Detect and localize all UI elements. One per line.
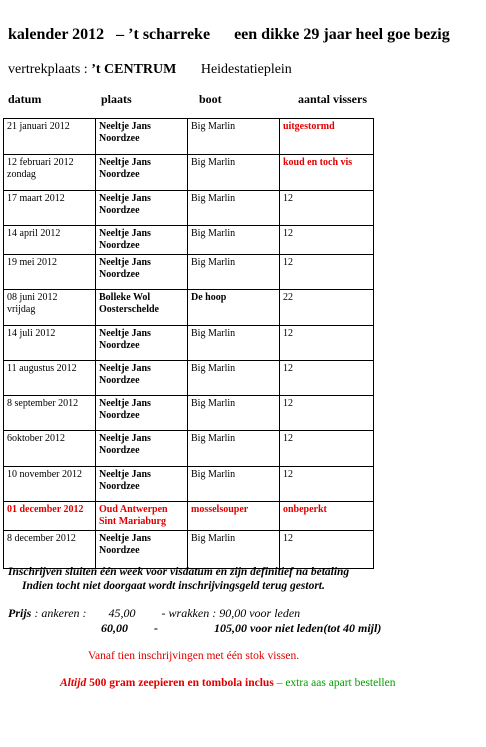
cell-plaats-line1: Neeltje Jans [99,469,151,480]
cell-plaats-line1: Neeltje Jans [99,228,151,239]
cell-datum [4,431,96,467]
table-row [4,431,374,467]
cell-boot-line1: mosselsouper [191,504,249,515]
cell-boot [188,531,280,569]
cell-datum-line1: 10 november 2012 [7,469,82,480]
cell-boot-line1: Big Marlin [191,469,236,480]
price-members-label: voor leden [249,606,301,620]
calendar-table [3,118,374,569]
cell-boot-line1: Big Marlin [191,533,236,544]
header-plaats: plaats [101,92,132,106]
note-refund: Indien tocht niet doorgaat wordt inschrijvingsgeld terug gestort. [22,580,325,592]
cell-vissers [280,326,374,361]
cell-vissers-line1: uitgestormd [283,121,335,132]
cell-boot [188,226,280,255]
cell-plaats-line1: Neeltje Jans [99,157,151,168]
cell-plaats-line2: Noordzee [99,133,140,144]
price-anchor-members: 45,00 [108,606,136,620]
table-row [4,191,374,226]
cell-vissers-line1: 12 [283,257,293,268]
cell-plaats-line2: Noordzee [99,269,140,280]
cell-datum-line1: 8 december 2012 [7,533,76,544]
cell-datum [4,255,96,290]
page-title [8,26,450,44]
cell-plaats-line1: Bolleke Wol [99,292,151,303]
cell-plaats-line2: Noordzee [99,169,140,180]
price-anchor-nonmembers: 60,00 [101,621,128,635]
cell-vissers [280,431,374,467]
price-dash-2: - [154,621,158,635]
header-datum: datum [8,92,42,106]
cell-plaats-line2: Noordzee [99,205,140,216]
price-label: Prijs [8,606,32,620]
cell-plaats [96,531,188,569]
cell-plaats-line1: Neeltje Jans [99,398,151,409]
cell-datum [4,326,96,361]
cell-vissers-line1: 22 [283,292,293,303]
header-vissers: aantal vissers [298,92,367,106]
departure-label: vertrekplaats : [8,62,88,77]
cell-boot [188,431,280,467]
cell-vissers [280,396,374,431]
cell-plaats-line2: Noordzee [99,445,140,456]
table-row [4,531,374,569]
cell-plaats-line1: Neeltje Jans [99,533,151,544]
cell-boot-line1: Big Marlin [191,228,236,239]
cell-plaats-line2: Noordzee [99,545,140,556]
price-dash-1: - [161,606,166,620]
departure-place: ’t CENTRUM [91,62,177,77]
cell-plaats-line2: Noordzee [99,481,140,492]
cell-plaats-line1: Neeltje Jans [99,121,151,132]
cell-boot [188,396,280,431]
table-row [4,255,374,290]
cell-plaats-line2: Noordzee [99,410,140,421]
single-rod-note: Vanaf tien inschrijvingen met één stok vissen. [88,650,300,662]
price-anchor-label: : ankeren : [34,606,87,620]
cell-datum-line1: 08 juni 2012 [7,292,58,303]
cell-boot-line1: Big Marlin [191,363,236,374]
cell-datum [4,155,96,191]
cell-boot [188,467,280,502]
cell-boot-line1: Big Marlin [191,157,236,168]
cell-vissers-line1: 12 [283,228,293,239]
cell-vissers [280,361,374,396]
departure-address: Heidestatieplein [200,62,292,77]
cell-vissers-line1: 12 [283,433,293,444]
cell-datum [4,502,96,531]
cell-plaats [96,119,188,155]
cell-vissers [280,191,374,226]
bait-note [60,677,395,689]
cell-datum-line1: 8 september 2012 [7,398,79,409]
cell-plaats [96,502,188,531]
cell-boot [188,191,280,226]
cell-plaats-line2: Oosterschelde [99,304,159,315]
cell-plaats-line2: Noordzee [99,240,140,251]
cell-plaats-line1: Neeltje Jans [99,363,151,374]
cell-vissers [280,502,374,531]
cell-plaats [96,326,188,361]
cell-plaats-line1: Neeltje Jans [99,433,151,444]
cell-datum-line1: 14 juli 2012 [7,328,56,339]
cell-boot [188,326,280,361]
cell-vissers-line1: 12 [283,193,293,204]
cell-vissers-line1: 12 [283,363,293,374]
cell-boot [188,361,280,396]
cell-datum-line1: 12 februari 2012 [7,157,74,168]
cell-plaats [96,431,188,467]
cell-vissers [280,290,374,326]
cell-plaats-line1: Neeltje Jans [99,257,151,268]
bait-extra: – extra aas apart bestellen [276,677,396,689]
note-closing: Inschrijven sluiten één week voor visdatum en zijn definitief na betaling [8,566,350,578]
cell-plaats-line1: Neeltje Jans [99,193,151,204]
cell-vissers [280,226,374,255]
table-row [4,119,374,155]
departure-line [8,62,292,78]
cell-vissers-line1: 12 [283,469,293,480]
cell-datum [4,191,96,226]
cell-plaats [96,290,188,326]
table-row [4,396,374,431]
cell-datum [4,467,96,502]
cell-boot-line1: De hoop [191,292,227,303]
cell-boot [188,255,280,290]
price-wreck-nonmembers: 105,00 [214,621,247,635]
cell-vissers [280,467,374,502]
cell-datum [4,361,96,396]
cell-plaats [96,255,188,290]
cell-plaats [96,155,188,191]
cell-datum-line1: 21 januari 2012 [7,121,70,132]
price-line-2 [101,621,381,636]
cell-datum-line1: 6oktober 2012 [7,433,66,444]
cell-boot [188,119,280,155]
cell-vissers-line1: onbeperkt [283,504,327,515]
title-calendar: kalender 2012 [8,26,105,43]
cell-plaats-line1: Neeltje Jans [99,328,151,339]
cell-plaats-line1: Oud Antwerpen [99,504,168,515]
cell-boot-line1: Big Marlin [191,433,236,444]
cell-plaats-line2: Sint Mariaburg [99,516,166,527]
cell-vissers [280,531,374,569]
cell-boot [188,502,280,531]
cell-datum [4,119,96,155]
cell-plaats-line2: Noordzee [99,375,140,386]
price-wreck-label: wrakken : [168,606,217,620]
cell-boot [188,290,280,326]
cell-vissers [280,255,374,290]
cell-vissers-line1: 12 [283,398,293,409]
cell-boot-line1: Big Marlin [191,398,236,409]
cell-datum-line1: 11 augustus 2012 [7,363,77,374]
table-row [4,226,374,255]
cell-vissers-line1: 12 [283,533,293,544]
cell-datum-line1: 17 maart 2012 [7,193,65,204]
bait-amount: 500 gram zeepieren en tombola inclus [89,677,274,689]
table-row [4,290,374,326]
title-club: – ’t scharreke [116,26,211,43]
cell-plaats [96,191,188,226]
cell-datum-line2: vrijdag [7,304,36,315]
cell-datum-line1: 19 mei 2012 [7,257,57,268]
table-row [4,502,374,531]
cell-datum [4,396,96,431]
cell-boot-line1: Big Marlin [191,193,236,204]
header-boot: boot [199,92,222,106]
price-nonmembers-label: voor niet leden(tot 40 mijl) [250,621,382,635]
cell-vissers [280,155,374,191]
cell-datum [4,290,96,326]
table-row [4,326,374,361]
cell-datum [4,531,96,569]
table-row [4,155,374,191]
title-slogan: een dikke 29 jaar heel goe bezig [234,26,450,43]
cell-datum-line2: zondag [7,169,36,180]
cell-datum-line1: 01 december 2012 [7,504,84,515]
cell-plaats [96,226,188,255]
cell-boot-line1: Big Marlin [191,121,236,132]
table-row [4,361,374,396]
cell-boot-line1: Big Marlin [191,328,236,339]
cell-vissers-line1: koud en toch vis [283,157,353,168]
price-wreck-members: 90,00 [219,606,247,620]
cell-plaats [96,396,188,431]
cell-vissers-line1: 12 [283,328,293,339]
table-row [4,467,374,502]
cell-plaats [96,361,188,396]
price-line-1 [8,606,300,621]
cell-datum [4,226,96,255]
cell-boot-line1: Big Marlin [191,257,236,268]
bait-always: Altijd [60,677,87,689]
cell-plaats [96,467,188,502]
cell-datum-line1: 14 april 2012 [7,228,61,239]
cell-plaats-line2: Noordzee [99,340,140,351]
cell-vissers [280,119,374,155]
calendar-table-body [4,119,374,569]
cell-boot [188,155,280,191]
